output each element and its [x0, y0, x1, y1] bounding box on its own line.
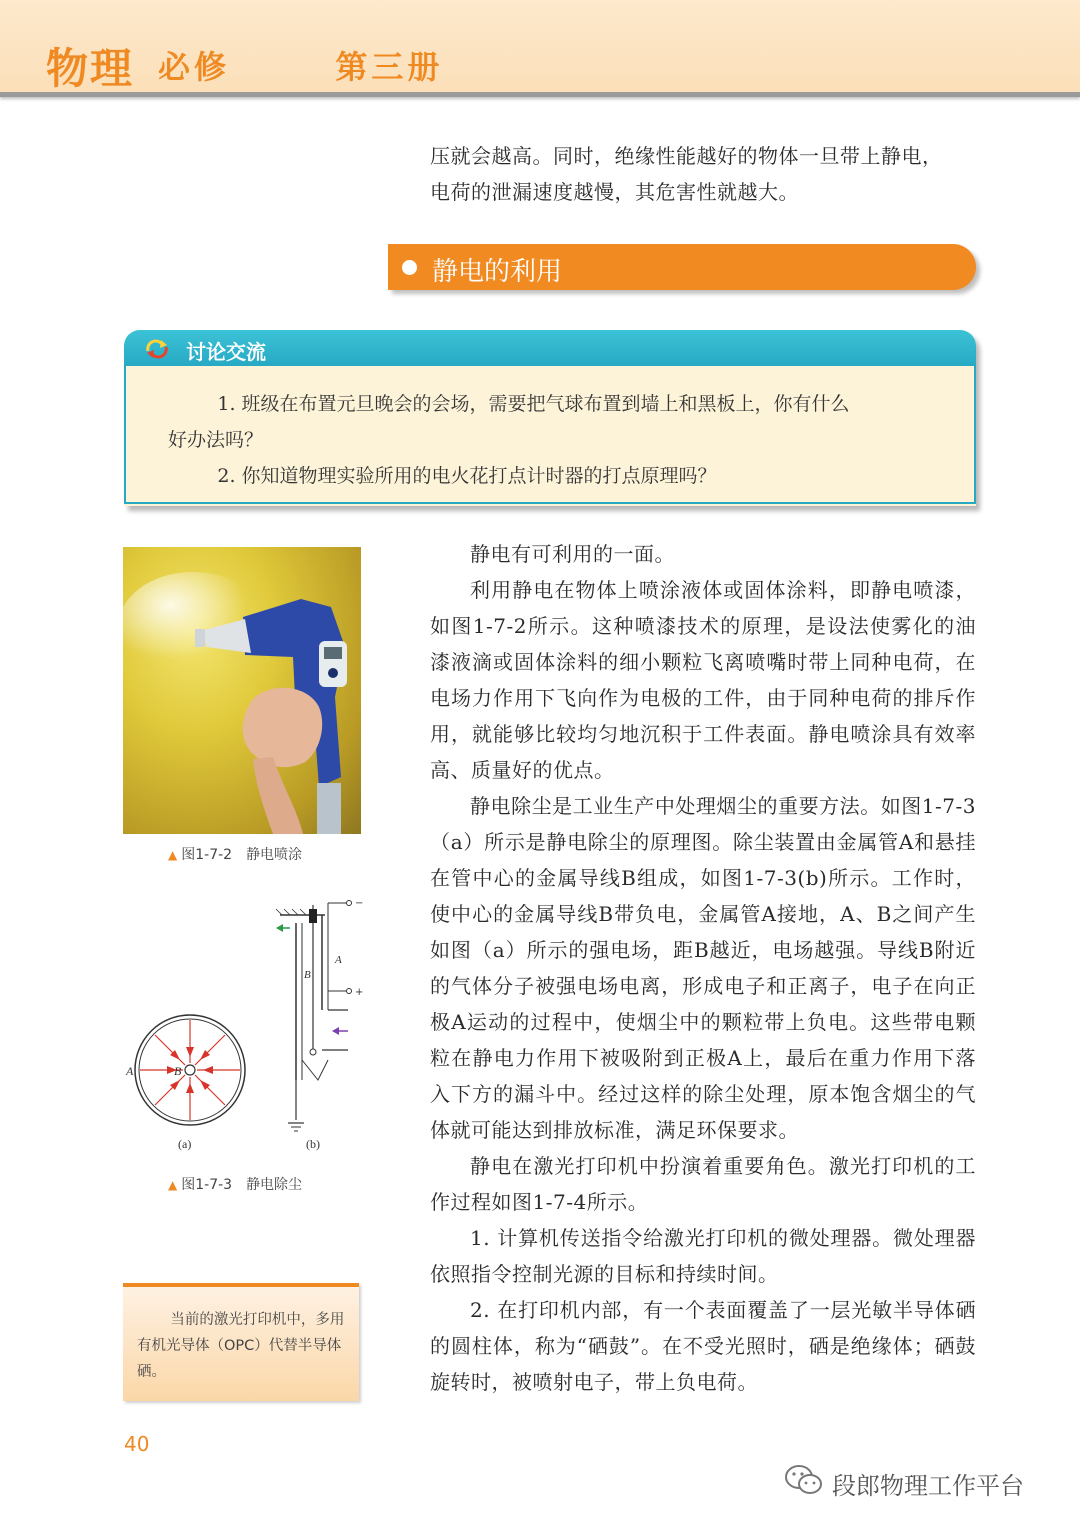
discussion-body: [124, 366, 976, 504]
label-b: (b): [306, 1137, 320, 1151]
discussion-box: [124, 330, 976, 506]
label-A-a: A: [126, 1064, 134, 1078]
body-paragraph-4: 静电在激光打印机中扮演着重要角色。激光打印机的工作过程如图1-7-4所示。: [430, 1154, 976, 1214]
top-paragraph: [430, 138, 976, 210]
page-header: [0, 0, 1080, 97]
body-paragraph-1: 静电有可利用的一面。: [470, 542, 675, 566]
device-b: [276, 898, 363, 1151]
side-note-text: [137, 1307, 351, 1385]
discussion-icon: [144, 338, 170, 360]
book-subtitle: 必修 第三册: [158, 48, 444, 86]
watermark: [784, 1462, 1054, 1502]
question-1-line2: 好办法吗？: [168, 429, 264, 451]
top-paragraph-line2: 电荷的泄漏速度越慢，其危害性就越大。: [430, 180, 799, 204]
label-B-b: B: [304, 969, 311, 981]
book-title: 物理: [46, 44, 135, 93]
triangle-icon: ▲: [168, 1178, 178, 1192]
section-title: 静电的利用: [432, 257, 563, 287]
discussion-title: 讨论交流: [186, 340, 266, 364]
top-paragraph-line1: 压就会越高。同时，绝缘性能越好的物体一旦带上静电，: [430, 144, 943, 168]
spray-gun-illustration: [123, 547, 361, 834]
section-heading: [388, 244, 976, 290]
label-minus: −: [355, 898, 364, 909]
bullet-icon: [402, 260, 417, 275]
figure-number: 图1-7-3: [181, 1177, 233, 1193]
main-body-text: [430, 536, 976, 1400]
figure-number: 图1-7-2: [181, 847, 233, 863]
body-paragraph-5: 1. 计算机传送指令给激光打印机的微处理器。微处理器依照指令控制光源的目标和持续时间。: [430, 1226, 976, 1286]
figure-caption-2: [168, 1174, 302, 1194]
body-paragraph-2: 利用静电在物体上喷涂液体或固体涂料，即静电喷漆，如图1-7-2所示。这种喷漆技术的原理，是设法使雾化的油漆液滴或固体涂料的细小颗粒飞离喷嘴时带上同种电荷，在电场力作用下飞向作为电极的工件，由于同种电荷的排斥作用，就能够比较均匀地沉积于工件表面。静电喷涂具有效率高、质量好的优点。: [430, 578, 976, 782]
discussion-header: [124, 330, 976, 366]
side-note-paragraph: 当前的激光打印机中，多用有机光导体（OPC）代替半导体硒。: [137, 1312, 345, 1380]
dust-removal-diagram: [120, 885, 370, 1155]
discussion-text: [168, 386, 948, 494]
body-paragraph-6: 2. 在打印机内部，有一个表面覆盖了一层光敏半导体硒的圆柱体，称为“硒鼓”。在不受光照时，硒是绝缘体；硒鼓旋转时，被喷射电子，带上负电荷。: [430, 1298, 976, 1394]
label-plus: +: [355, 987, 364, 998]
watermark-text: 段郎物理工作平台: [832, 1472, 1024, 1500]
label-B-a: B: [174, 1064, 182, 1078]
label-A-b: A: [335, 954, 342, 966]
wechat-icon: [784, 1462, 824, 1498]
triangle-icon: ▲: [168, 848, 178, 862]
side-note-box: [123, 1283, 359, 1401]
figure-caption-1: [168, 844, 302, 864]
question-1-line1: 1. 班级在布置元旦晚会的会场，需要把气球布置到墙上和黑板上，你有什么: [217, 393, 850, 415]
figure-title: 静电喷涂: [246, 847, 303, 863]
page-number: 40: [124, 1432, 150, 1456]
label-a: (a): [178, 1137, 192, 1151]
spray-painting-photo: [123, 547, 361, 834]
question-2: 2. 你知道物理实验所用的电火花打点计时器的打点原理吗？: [217, 465, 717, 487]
cross-section-a: [125, 1015, 245, 1151]
body-paragraph-3: 静电除尘是工业生产中处理烟尘的重要方法。如图1-7-3（a）所示是静电除尘的原理图。除尘装置由金属管A和悬挂在管中心的金属导线B组成，如图1-7-3(b)所示。工作时，使中心的金属导线B带负电，金属管A接地，A、B之间产生如图（a）所示的强电场，距B越近，电场越强。导线B附近的气体分子被强电场电离，形成电子和正离子，电子在向正极A运动的过程中，使烟尘中的颗粒带上负电。这些带电颗粒在静电力作用下被吸附到正极A上，最后在重力作用下落入下方的漏斗中。经过这样的除尘处理，原本饱含烟尘的气体就可能达到排放标准，满足环保要求。: [430, 794, 976, 1142]
figure-title: 静电除尘: [246, 1177, 303, 1193]
